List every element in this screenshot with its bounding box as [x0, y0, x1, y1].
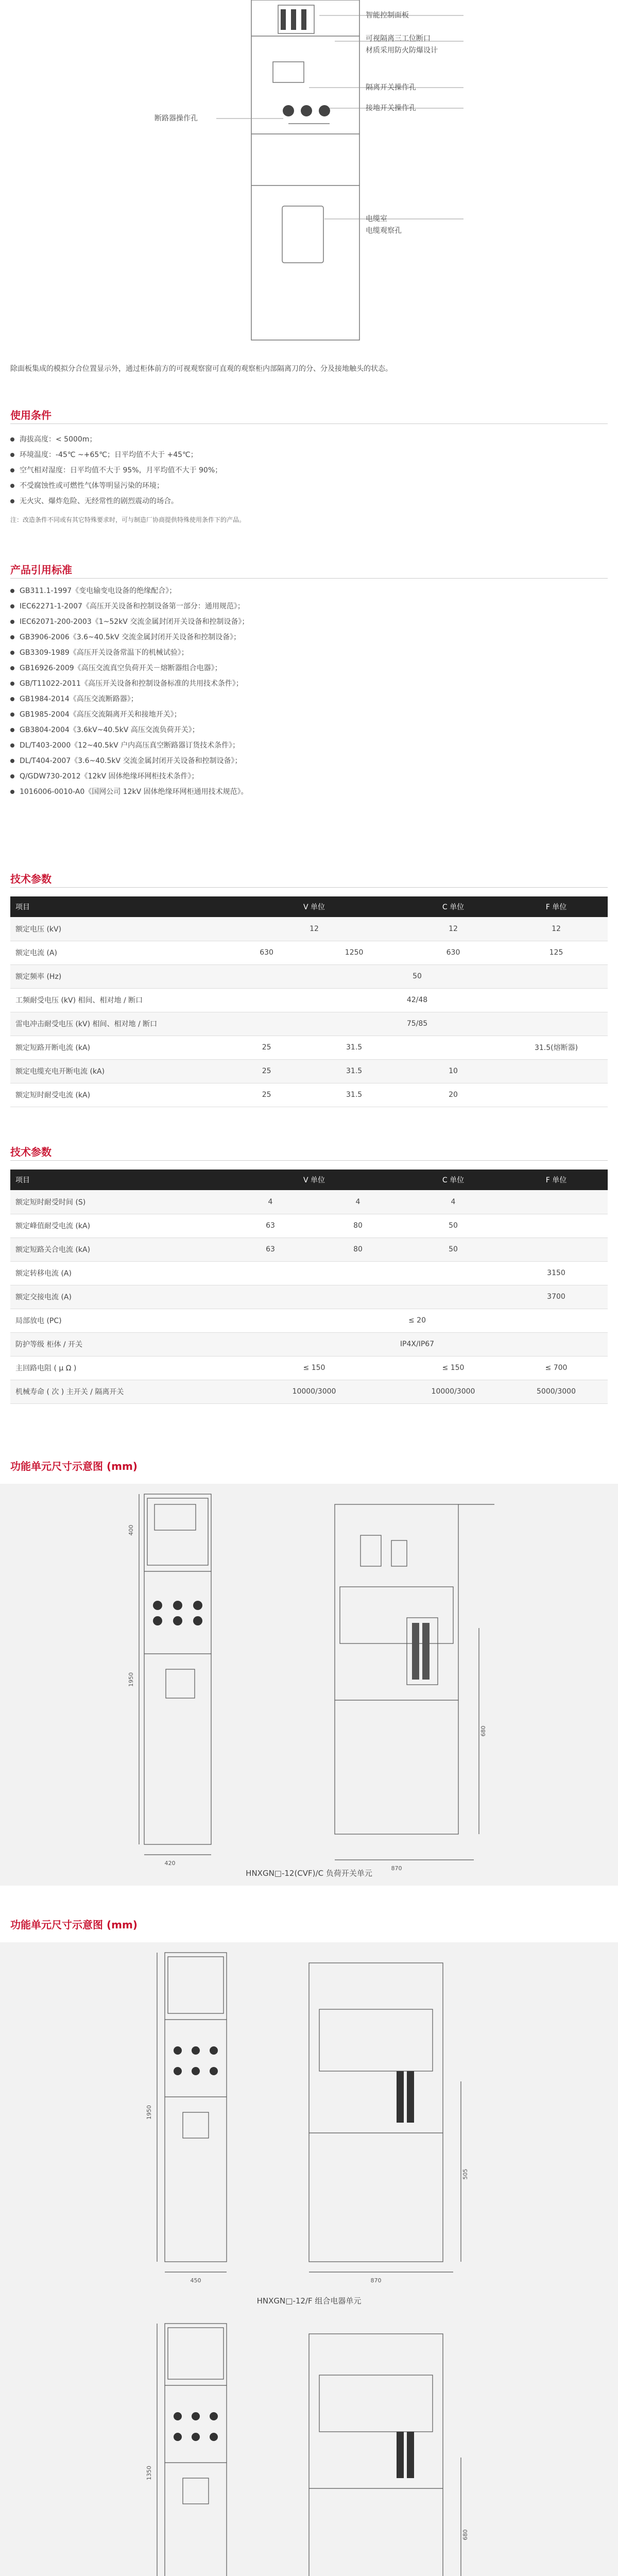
table-row [10, 1214, 608, 1238]
col-header: F 单位 [505, 896, 608, 917]
cell: 1250 [306, 941, 402, 964]
tech1-title: 技术参数 [10, 873, 52, 885]
cell: 10 [402, 1059, 505, 1083]
cell [505, 1214, 608, 1238]
table-row [10, 1261, 608, 1285]
cell: 31.5(熔断器) [505, 1036, 608, 1059]
cell: 42/48 [227, 988, 608, 1012]
list-item: GB3309-1989《高压开关设备常温下的机械试验》； [10, 645, 608, 660]
cell: 12 [227, 917, 402, 941]
cell: 额定频率 (Hz) [10, 964, 227, 988]
cell: 3700 [505, 1285, 608, 1309]
diagram1-caption: HNXGN□-12(CVF)/C 负荷开关单元 [246, 1869, 372, 1878]
cell: 50 [402, 1238, 505, 1261]
cell [227, 1261, 314, 1285]
divider [10, 423, 608, 424]
dim-depth: 870 [370, 2277, 382, 2284]
cell: 75/85 [227, 1012, 608, 1036]
col-header: V 单位 [227, 896, 402, 917]
dim-width: 450 [190, 2277, 201, 2284]
table-row [10, 1190, 608, 1214]
cell: 额定短路关合电流 (kA) [10, 1238, 227, 1261]
cell: 防护等级 柜体 / 开关 [10, 1332, 227, 1356]
label-isolation-hole: 隔离开关操作孔 [366, 83, 416, 92]
cell: 10000/3000 [402, 1380, 505, 1403]
standards-list [10, 583, 608, 800]
list-item: GB16926-2009《高压交流真空负荷开关－熔断器组合电器》； [10, 660, 608, 676]
cell: 额定电流 (A) [10, 941, 227, 964]
list-item: DL/T403-2000《12~40.5kV 户内高压真空断路器订货技术条件》； [10, 738, 608, 753]
cell: 12 [505, 917, 608, 941]
cell [402, 1285, 505, 1309]
cell: 4 [402, 1190, 505, 1214]
tech2-title: 技术参数 [10, 1146, 52, 1158]
cell: 125 [505, 941, 608, 964]
cell: 额定峰值耐受电流 (kA) [10, 1214, 227, 1238]
table-row [10, 1380, 608, 1403]
table-header-row [10, 896, 608, 917]
list-item: 空气相对湿度：日平均值不大于 95%，月平均值不大于 90%； [10, 463, 608, 478]
table-row [10, 1356, 608, 1380]
cell [505, 1238, 608, 1261]
diagram2-caption: HNXGN□-12/F 组合电器单元 [256, 2296, 362, 2306]
cell: 5000/3000 [505, 1380, 608, 1403]
label-smart-panel: 智能控制面板 [366, 11, 409, 20]
table-row [10, 1285, 608, 1309]
cell: 额定短路开断电流 (kA) [10, 1036, 227, 1059]
col-header: V 单位 [227, 1170, 402, 1190]
cell [505, 1059, 608, 1083]
table-row [10, 1059, 608, 1083]
cell: 额定转移电流 (A) [10, 1261, 227, 1285]
divider [10, 578, 608, 579]
cell: 25 [227, 1036, 306, 1059]
table-row [10, 1309, 608, 1332]
diagram1-title: 功能单元尺寸示意图 (mm) [10, 1460, 138, 1472]
dim-height: 1950 [146, 2105, 152, 2120]
cell: 25 [227, 1059, 306, 1083]
standards-title: 产品引用标准 [10, 564, 72, 576]
cell: 额定电缆充电开断电流 (kA) [10, 1059, 227, 1083]
cell: 50 [402, 1214, 505, 1238]
cell: 50 [227, 964, 608, 988]
usage-title: 使用条件 [10, 409, 52, 421]
table-row [10, 1012, 608, 1036]
dim-height: 1350 [146, 2466, 152, 2480]
cell: 4 [227, 1190, 314, 1214]
cell: 主回路电阻 ( μ Ω ) [10, 1356, 227, 1380]
cell: 63 [227, 1214, 314, 1238]
cell [402, 1261, 505, 1285]
list-item: GB3906-2006《3.6~40.5kV 交流金属封闭开关设备和控制设备》； [10, 630, 608, 645]
cell: 雷电冲击耐受电压 (kV) 相间、相对地 / 断口 [10, 1012, 227, 1036]
cell: 25 [227, 1083, 306, 1107]
dim-depth: 870 [391, 1865, 402, 1872]
list-item: 无火灾、爆炸危险、无经常性的剧烈震动的场合。 [10, 494, 608, 509]
table-header-row [10, 1170, 608, 1190]
cell: 工频耐受电压 (kV) 相间、相对地 / 断口 [10, 988, 227, 1012]
tech2-table [10, 1170, 608, 1404]
cell: ≤ 20 [227, 1309, 608, 1332]
cell [505, 1083, 608, 1107]
cell: 额定短时耐受电流 (kA) [10, 1083, 227, 1107]
cell: 20 [402, 1083, 505, 1107]
tech1-table [10, 896, 608, 1107]
cell: 80 [314, 1238, 402, 1261]
table-row [10, 1238, 608, 1261]
cell [314, 1285, 402, 1309]
label-cable-room: 电缆室 [366, 215, 387, 223]
list-item: GB1984-2014《高压交流断路器》； [10, 691, 608, 707]
list-item: GB1985-2004《高压交流隔离开关和接地开关》； [10, 707, 608, 722]
label-cable-hole: 电缆观察孔 [366, 227, 402, 235]
cell: 额定电压 (kV) [10, 917, 227, 941]
cell: 4 [314, 1190, 402, 1214]
divider [10, 887, 608, 888]
cell: 机械寿命 ( 次 ) 主开关 / 隔离开关 [10, 1380, 227, 1403]
dim-height: 1950 [128, 1672, 134, 1687]
table-row [10, 1036, 608, 1059]
col-header: 项目 [10, 1170, 227, 1190]
col-header: C 单位 [402, 1170, 505, 1190]
divider [10, 1160, 608, 1161]
cell: 630 [227, 941, 306, 964]
hero-section [0, 0, 618, 350]
cell: IP4X/IP67 [227, 1332, 608, 1356]
cell: 额定短时耐受时间 (S) [10, 1190, 227, 1214]
dim-cable: 680 [480, 1725, 487, 1737]
cell: 3150 [505, 1261, 608, 1285]
cell: 630 [402, 941, 505, 964]
table-row [10, 1083, 608, 1107]
dim-cable: 680 [462, 2529, 469, 2540]
col-header: C 单位 [402, 896, 505, 917]
cell [227, 1285, 314, 1309]
cell [314, 1261, 402, 1285]
dim-width: 420 [164, 1860, 176, 1867]
col-header: 项目 [10, 896, 227, 917]
cell: ≤ 700 [505, 1356, 608, 1380]
cell: 12 [402, 917, 505, 941]
cell: ≤ 150 [227, 1356, 402, 1380]
dim-top: 400 [128, 1524, 134, 1536]
cell [402, 1036, 505, 1059]
cell: 31.5 [306, 1083, 402, 1107]
list-item: 不受腐蚀性或可燃性气体等明显污染的环境； [10, 478, 608, 494]
list-item: DL/T404-2007《3.6~40.5kV 交流金属封闭开关设备和控制设备》； [10, 753, 608, 769]
cabinet-front-drawing [0, 0, 618, 350]
list-item: IEC62071-200-2003《1~52kV 交流金属封闭开关设备和控制设备》； [10, 614, 608, 630]
diagram1-drawing [0, 1484, 618, 1886]
table-row [10, 941, 608, 964]
list-item: 环境温度：-45℃ ~+65℃；日平均值不大于 +45℃； [10, 447, 608, 463]
list-item: 海拔高度：< 5000m； [10, 432, 608, 447]
label-viewing-window: 可视隔离三工位断口 [366, 35, 431, 43]
cell: 80 [314, 1214, 402, 1238]
cell: 31.5 [306, 1059, 402, 1083]
diagram2-drawing [0, 1942, 618, 2576]
label-window-material: 材质采用防火防爆设计 [366, 46, 438, 55]
list-item: GB/T11022-2011《高压开关设备和控制设备标准的共用技术条件》； [10, 676, 608, 691]
list-item: IEC62271-1-2007《高压开关设备和控制设备第一部分：通用规范》； [10, 599, 608, 614]
usage-note: 注：改造条件不同或有其它特殊要求时，可与制造厂协商提供特殊使用条件下的产品。 [10, 516, 246, 523]
cell: 10000/3000 [227, 1380, 402, 1403]
list-item: GB311.1-1997《变电输变电设备的绝缘配合》； [10, 583, 608, 599]
diagram1-panel [0, 1484, 618, 1886]
list-item: 1016006-0010-A0《国网公司 12kV 固体绝缘环网柜通用技术规范》。 [10, 784, 608, 800]
cell: 局部放电 (PC) [10, 1309, 227, 1332]
table-row [10, 1332, 608, 1356]
table-row [10, 917, 608, 941]
diagram2-panel [0, 1942, 618, 2576]
table-row [10, 988, 608, 1012]
cell: ≤ 150 [402, 1356, 505, 1380]
list-item: GB3804-2004《3.6kV~40.5kV 高压交流负荷开关》； [10, 722, 608, 738]
cell [505, 1190, 608, 1214]
label-earthing-hole: 接地开关操作孔 [366, 104, 416, 112]
usage-list [10, 432, 608, 509]
dim-cable: 505 [462, 2168, 469, 2180]
list-item: Q/GDW730-2012《12kV 固体绝缘环网柜技术条件》； [10, 769, 608, 784]
cell: 63 [227, 1238, 314, 1261]
description: 除面板集成的模拟分合位置显示外，通过柜体前方的可视观察窗可直观的观察柜内部隔离刀的分、分及接地触头的状态。 [10, 365, 392, 373]
table-row [10, 964, 608, 988]
cell: 额定交接电流 (A) [10, 1285, 227, 1309]
label-breaker-hole: 断路器操作孔 [154, 114, 198, 123]
col-header: F 单位 [505, 1170, 608, 1190]
diagram2-title: 功能单元尺寸示意图 (mm) [10, 1919, 138, 1931]
cell: 31.5 [306, 1036, 402, 1059]
